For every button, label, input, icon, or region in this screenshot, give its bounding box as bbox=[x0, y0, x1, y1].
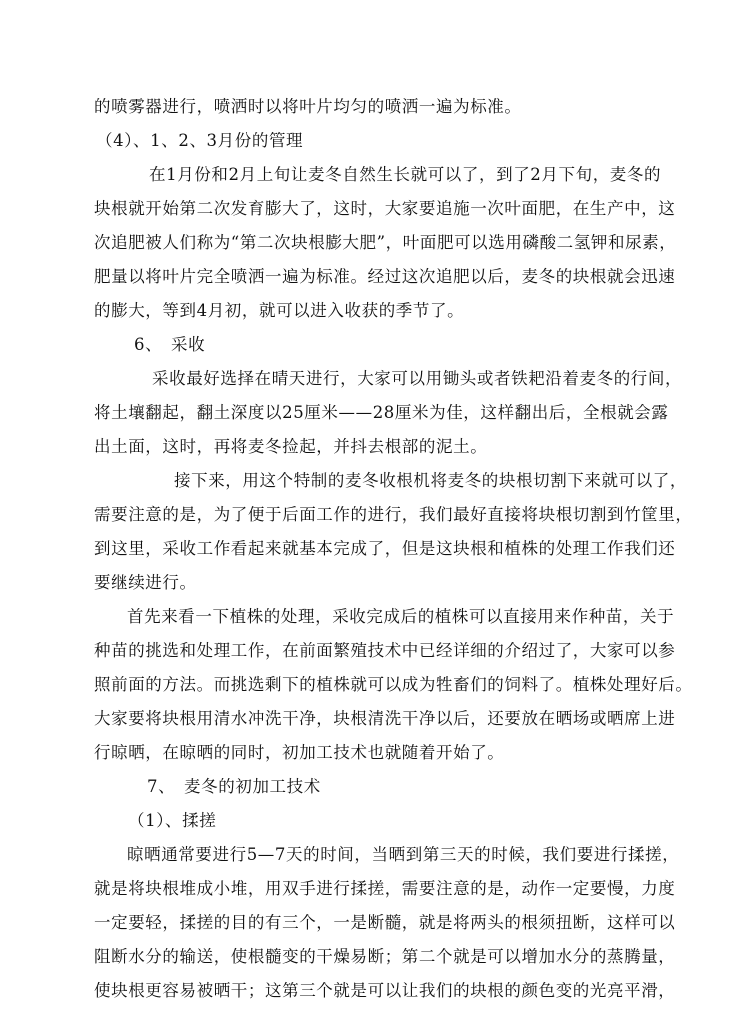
paragraph-line: 采收最好选择在晴天进行，大家可以用锄头或者铁耙沿着麦冬的行间， bbox=[152, 369, 683, 388]
section-heading: （1）、揉搓 bbox=[128, 811, 217, 830]
paragraph-line: 块根就开始第二次发育膨大了，这时，大家要追施一次叶面肥，在生产中，这 bbox=[94, 199, 676, 218]
paragraph-line: 需要注意的是，为了便于后面工作的进行，我们最好直接将块根切割到竹筐里， bbox=[94, 505, 693, 524]
paragraph-line: 的膨大，等到4月初，就可以进入收获的季节了。 bbox=[94, 301, 465, 320]
paragraph-line: 一定要轻，揉搓的目的有三个，一是断髓，就是将两头的根须扭断，这样可以 bbox=[94, 913, 676, 932]
paragraph-line: 阻断水分的输送，使根髓变的干燥易断；第二个就是可以增加水分的蒸腾量， bbox=[94, 947, 676, 966]
paragraph-line: 大家要将块根用清水冲洗干净，块根清洗干净以后，还要放在晒场或晒席上进 bbox=[94, 709, 676, 728]
paragraph-line: 在1月份和2月上旬让麦冬自然生长就可以了，到了2月下旬，麦冬的 bbox=[149, 165, 662, 184]
section-heading: 7、 麦冬的初加工技术 bbox=[147, 777, 321, 796]
paragraph-line: 晾晒通常要进行5—7天的时间，当晒到第三天的时候，我们要进行揉搓， bbox=[127, 845, 680, 864]
paragraph-line: 种苗的挑选和处理工作，在前面繁殖技术中已经详细的介绍过了，大家可以参 bbox=[94, 641, 676, 660]
paragraph-line: 肥量以将叶片完全喷洒一遍为标准。经过这次追肥以后，麦冬的块根就会迅速 bbox=[94, 267, 676, 286]
paragraph-line: 首先来看一下植株的处理，采收完成后的植株可以直接用来作种苗，关于 bbox=[127, 607, 675, 626]
paragraph-line: 要继续进行。 bbox=[94, 573, 197, 592]
section-heading: （4）、1、2、3月份的管理 bbox=[96, 131, 304, 150]
paragraph-line: 接下来，用这个特制的麦冬收根机将麦冬的块根切割下来就可以了， bbox=[174, 471, 687, 490]
paragraph-line: 将土壤翻起，翻土深度以25厘米——28厘米为佳，这样翻出后，全根就会露 bbox=[94, 403, 669, 422]
paragraph-line: 的喷雾器进行，喷洒时以将叶片均匀的喷洒一遍为标准。 bbox=[94, 97, 522, 116]
paragraph-line: 出土面，这时，再将麦冬捡起，并抖去根部的泥土。 bbox=[94, 437, 488, 456]
paragraph-line: 使块根更容易被晒干；这第三个就是可以让我们的块根的颜色变的光亮平滑， bbox=[94, 981, 676, 1000]
paragraph-line: 行晾晒，在晾晒的同时，初加工技术也就随着开始了。 bbox=[94, 743, 505, 762]
section-heading: 6、 采收 bbox=[134, 335, 206, 354]
paragraph-line: 到这里，采收工作看起来就基本完成了，但是这块根和植株的处理工作我们还 bbox=[94, 539, 676, 558]
paragraph-line: 次追肥被人们称为“第二次块根膨大肥”，叶面肥可以选用磷酸二氢钾和尿素， bbox=[94, 233, 677, 252]
paragraph-line: 照前面的方法。而挑选剩下的植株就可以成为牲畜们的饲料了。植株处理好后。 bbox=[94, 675, 693, 694]
paragraph-line: 就是将块根堆成小堆，用双手进行揉搓，需要注意的是，动作一定要慢，力度 bbox=[94, 879, 676, 898]
